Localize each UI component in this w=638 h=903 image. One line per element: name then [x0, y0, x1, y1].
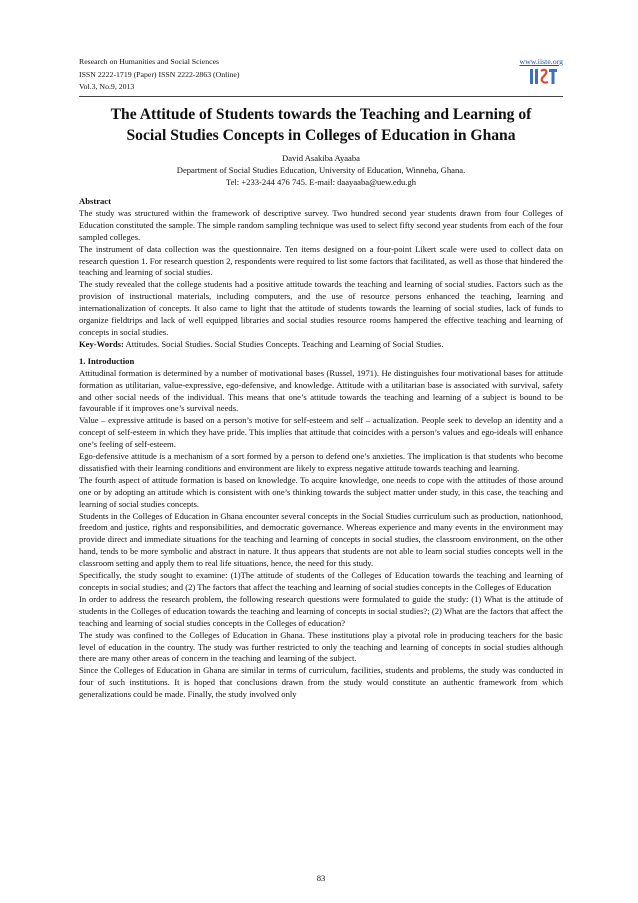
journal-url-link[interactable]: www.iiste.org [519, 57, 563, 66]
intro-paragraph: Value – expressive attitude is based on a person’s motive for self-esteem and self – actualization. People seek to develop an identity and a concept of self-esteem in which they have pride. This implies that attitude that coincides with a person’s values and ego-ideals will enhance one’s feeling of self-esteem. [79, 415, 563, 450]
intro-paragraph: Specifically, the study sought to examine: (1)The attitude of students of the Colleges of Education towards the teaching and learning of concepts in social studies; and (2) The factors that affect the teaching and learning of social studies concepts in the Colleges of Education [79, 570, 563, 592]
intro-paragraph: Ego-defensive attitude is a mechanism of a sort formed by a person to defend one’s anxieties. The implication is that students who become dissatisfied with their learning conditions and environment are likely to express negative attitude towards teaching and learning. [79, 451, 563, 473]
abstract-paragraph: The instrument of data collection was the questionnaire. Ten items designed on a four-point Likert scale were used to collect data on research question 1. For research question 2, respondents were required to list some factors that facilitated, as well as those that hindered the teaching and learning of social studies. [79, 243, 563, 278]
abstract-paragraph: The study revealed that the college students had a positive attitude towards the teaching and learning of social studies. Factors such as the provision of instructional materials, including computers, and the use of resource persons enhanced the teaching, learning and internationalization of concepts. It also came to light that the attitude of students towards the learning of social studies, lack of funds to organize fieldtrips and lack of well equipped libraries and social studies resource rooms hampered the effective teaching and learning of concepts in social studies. [79, 279, 563, 337]
page-number: 83 [316, 873, 326, 883]
intro-paragraph: Students in the Colleges of Education in Ghana encounter several concepts in the Social Studies curriculum such as production, nationhood, freedom and justice, rights and responsibilities, and democratic governance. Whereas experience and many events in the environment may provide direct and immediate situations for the teaching and learning of concepts in social studies, the classroom environment, on the other hand, tends to be more symbolic and abstract in nature. It thus appears that students are not able to learn social studies concepts well in the classroom setting and apply them to real life situations, hence, the need for this study. [79, 510, 563, 569]
title-line-2: Social Studies Concepts in Colleges of Education in Ghana [126, 127, 516, 144]
issn-line: ISSN 2222-1719 (Paper) ISSN 2222-2863 (Online) [79, 69, 240, 79]
intro-paragraph: Since the Colleges of Education in Ghana are similar in terms of curriculum, facilities, students and problems, the study was conducted in four of such institutions. It is hoped that conclusions drawn from the study would constitute an authentic framework from which generalizations could be made. Finally, the study involved only [79, 665, 563, 700]
author-block [79, 152, 563, 188]
running-header [79, 56, 563, 94]
author-contact: Tel: +233-244 476 745. E-mail: daayaaba@uew.edu.gh [225, 177, 417, 187]
author-name: David Asakiba Ayaaba [282, 153, 360, 163]
abstract-heading: Abstract [79, 196, 111, 206]
journal-name: Research on Humanities and Social Sciences [79, 57, 220, 66]
keywords-text: Attitudes. Social Studies. Social Studies Concepts. Teaching and Learning of Social Studies. [123, 338, 444, 349]
abstract-paragraph: The study was structured within the framework of descriptive survey. Two hundred second year students drawn from four Colleges of Education constituted the sample. The simple random sampling technique was used to select fifty second year students from each of the four sampled colleges. [79, 207, 563, 242]
author-affiliation: Department of Social Studies Education, University of Education, Winneba, Ghana. [176, 165, 466, 175]
title-line-1: The Attitude of Students towards the Teaching and Learning of [110, 106, 532, 123]
paper-body [79, 196, 563, 701]
introduction-heading: 1. Introduction [79, 355, 135, 366]
iiste-logo [529, 67, 559, 87]
intro-paragraph: The study was confined to the Colleges of Education in Ghana. These institutions play a pivotal role in producing teachers for the basic level of education in the country. The study was further restricted to only the teaching and learning of concepts in social studies although there are many other areas of concern in the teaching and learning of the subject. [79, 629, 563, 664]
intro-paragraph: Attitudinal formation is determined by a number of motivational bases (Russel, 1971). He distinguishes four motivational bases for attitude formation as utilitarian, value-expressive, ego-defensive, and knowledge. Attitude with a utilitarian base is associated with survival, safety and other social needs of the individual. This means that one’s attitude towards the teaching and learning of a subject is bound to be favourable if it improves one’s survival needs. [79, 367, 563, 414]
keywords-line [79, 339, 563, 351]
volume-line: Vol.3, No.9, 2013 [79, 82, 135, 91]
header-rule [79, 96, 563, 97]
paper-title [79, 104, 563, 146]
keywords-label: Key-Words: [79, 338, 124, 349]
intro-paragraph: The fourth aspect of attitude formation is based on knowledge. To acquire knowledge, one needs to cope with the attitudes of those around one or by adopting an attitude which is consistent with one’s thinking towards the subject matter under study, in this case, the teaching and learning of social studies concepts. [79, 474, 563, 509]
intro-paragraph: In order to address the research problem, the following research questions were formulated to guide the study: (1) What is the attitude of students in the Colleges of education towards the teaching and learning of concepts in social studies?; (2) What are the factors that affect the teaching and learning of social studies concepts in the Colleges of education? [79, 593, 563, 628]
